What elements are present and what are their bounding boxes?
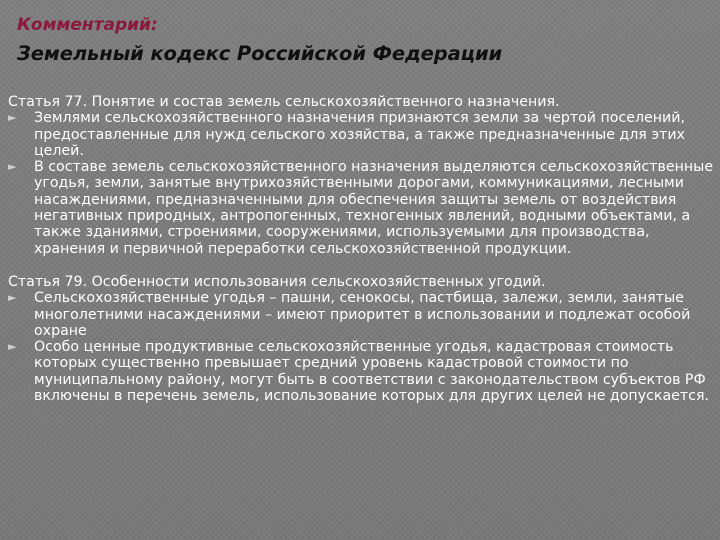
header — [17, 15, 710, 67]
article-79-heading: Статья 79. Особенности использования сельскохозяйственных угодий. — [8, 273, 546, 290]
bullet-arrow-icon: ► — [8, 160, 17, 174]
list-item-text: Сельскохозяйственные угодья – пашни, сенокосы, пастбища, залежи, земли, занятые многолетними насаждениями – имеют приоритет в использовании и подлежат особой охране — [34, 290, 691, 339]
content — [8, 94, 716, 404]
page-title: Земельный кодекс Российской Федерации — [17, 42, 503, 65]
list-item-text: В составе земель сельскохозяйственного назначения выделяются сельскохозяйственные угодья, земли, занятые внутрихозяйственными дорогами, коммуникациями, лесными насаждениями, предназначенными для обеспечения защиты земель от воздействия негативных природных, антропогенных, техногенных явлений, водными объектами, а также зданиями, строениями, сооружениями, используемыми для производства, хранения и первичной переработки сельскохозяйственной продукции. — [34, 159, 714, 257]
list-item — [8, 339, 716, 404]
list-item — [8, 110, 716, 159]
bullet-arrow-icon: ► — [8, 340, 17, 354]
article-77-section — [8, 94, 716, 257]
list-item-text: Землями сельскохозяйственного назначения признаются земли за чертой поселений, предоставленные для нужд сельского хозяйства, а также предназначенные для этих целей. — [34, 110, 686, 159]
list-item — [8, 159, 716, 257]
article-77-heading: Статья 77. Понятие и состав земель сельскохозяйственного назначения. — [8, 94, 560, 110]
bullet-arrow-icon: ► — [8, 111, 17, 125]
list-item — [8, 290, 716, 339]
comment-label: Комментарий: — [17, 15, 158, 35]
list-item-text: Особо ценные продуктивные сельскохозяйственные угодья, кадастровая стоимость которых существенно превышает средний уровень кадастровой стоимости по муниципальному району, могут быть в соответствии с законодательством субъектов РФ включены в перечень земель, использование которых для других целей не допускается. — [34, 339, 709, 405]
article-79-section — [8, 274, 716, 404]
bullet-arrow-icon: ► — [8, 291, 17, 305]
